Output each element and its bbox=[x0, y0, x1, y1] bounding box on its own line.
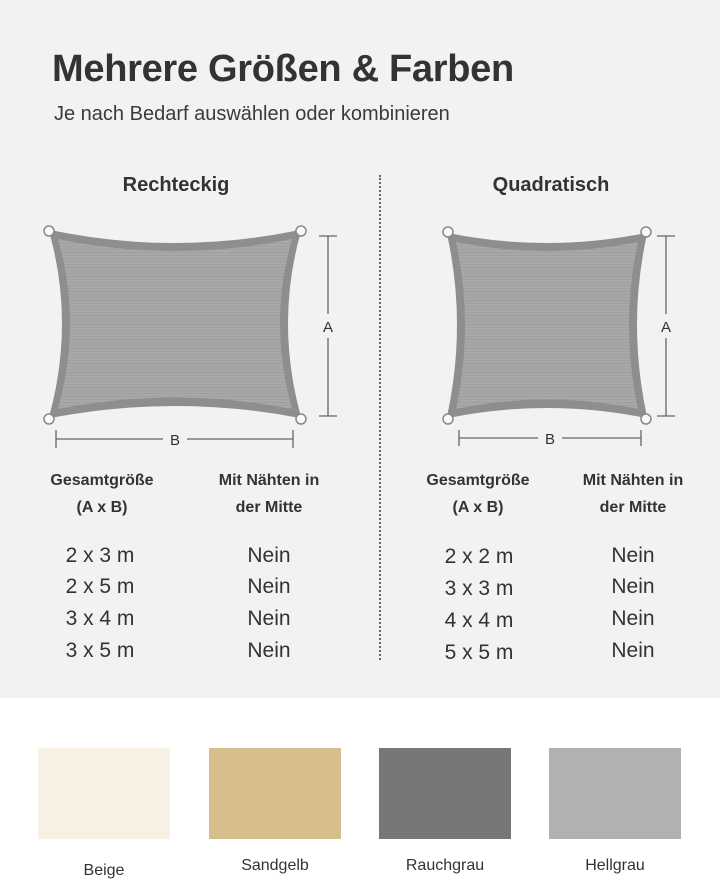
ring-icon bbox=[44, 414, 54, 424]
ring-icon bbox=[443, 414, 453, 424]
square-heading: Quadratisch bbox=[492, 174, 610, 196]
square-seam-cell: Nein bbox=[611, 575, 655, 598]
square-col-size-header: Gesamtgröße (A x B) bbox=[426, 472, 530, 516]
rect-size-cell: 2 x 3 m bbox=[65, 544, 135, 567]
rect-seam-cell: Nein bbox=[247, 607, 291, 630]
rect-col-size-header: Gesamtgröße (A x B) bbox=[50, 472, 154, 516]
rect-seam-cell: Nein bbox=[247, 544, 291, 567]
square-seam-cell: Nein bbox=[611, 639, 655, 662]
swatch-hellgrau[interactable] bbox=[549, 748, 681, 839]
square-sail bbox=[443, 227, 675, 446]
square-dim-a: A bbox=[660, 319, 672, 336]
swatch-label-sandgelb: Sandgelb bbox=[241, 857, 309, 874]
rect-dim-b: B bbox=[169, 432, 181, 449]
rect-size-cell: 3 x 5 m bbox=[65, 639, 135, 662]
ring-icon bbox=[296, 414, 306, 424]
swatch-label-rauchgrau: Rauchgrau bbox=[405, 857, 485, 874]
ring-icon bbox=[443, 227, 453, 237]
square-dim-b: B bbox=[544, 431, 556, 448]
swatch-beige[interactable] bbox=[38, 748, 170, 839]
square-size-cell: 5 x 5 m bbox=[444, 641, 514, 664]
swatch-label-hellgrau: Hellgrau bbox=[585, 857, 645, 874]
rect-dim-a: A bbox=[322, 319, 334, 336]
page-title: Mehrere Größen & Farben bbox=[52, 48, 514, 90]
square-seam-cell: Nein bbox=[611, 544, 655, 567]
ring-icon bbox=[44, 226, 54, 236]
rect-heading: Rechteckig bbox=[122, 174, 230, 196]
swatch-label-beige: Beige bbox=[83, 862, 125, 879]
rect-seam-cell: Nein bbox=[247, 575, 291, 598]
ring-icon bbox=[296, 226, 306, 236]
square-col-seam-header: Mit Nähten in der Mitte bbox=[582, 472, 684, 516]
page-subtitle: Je nach Bedarf auswählen oder kombinieren bbox=[54, 103, 450, 125]
swatch-rauchgrau[interactable] bbox=[379, 748, 511, 839]
rect-size-cell: 2 x 5 m bbox=[65, 575, 135, 598]
ring-icon bbox=[641, 414, 651, 424]
rect-col-seam-header: Mit Nähten in der Mitte bbox=[218, 472, 320, 516]
square-size-cell: 3 x 3 m bbox=[444, 577, 514, 600]
square-size-cell: 2 x 2 m bbox=[444, 545, 514, 568]
swatch-sandgelb[interactable] bbox=[209, 748, 341, 839]
rect-size-cell: 3 x 4 m bbox=[65, 607, 135, 630]
square-size-cell: 4 x 4 m bbox=[444, 609, 514, 632]
ring-icon bbox=[641, 227, 651, 237]
square-seam-cell: Nein bbox=[611, 607, 655, 630]
rect-seam-cell: Nein bbox=[247, 639, 291, 662]
rect-sail bbox=[44, 226, 337, 448]
